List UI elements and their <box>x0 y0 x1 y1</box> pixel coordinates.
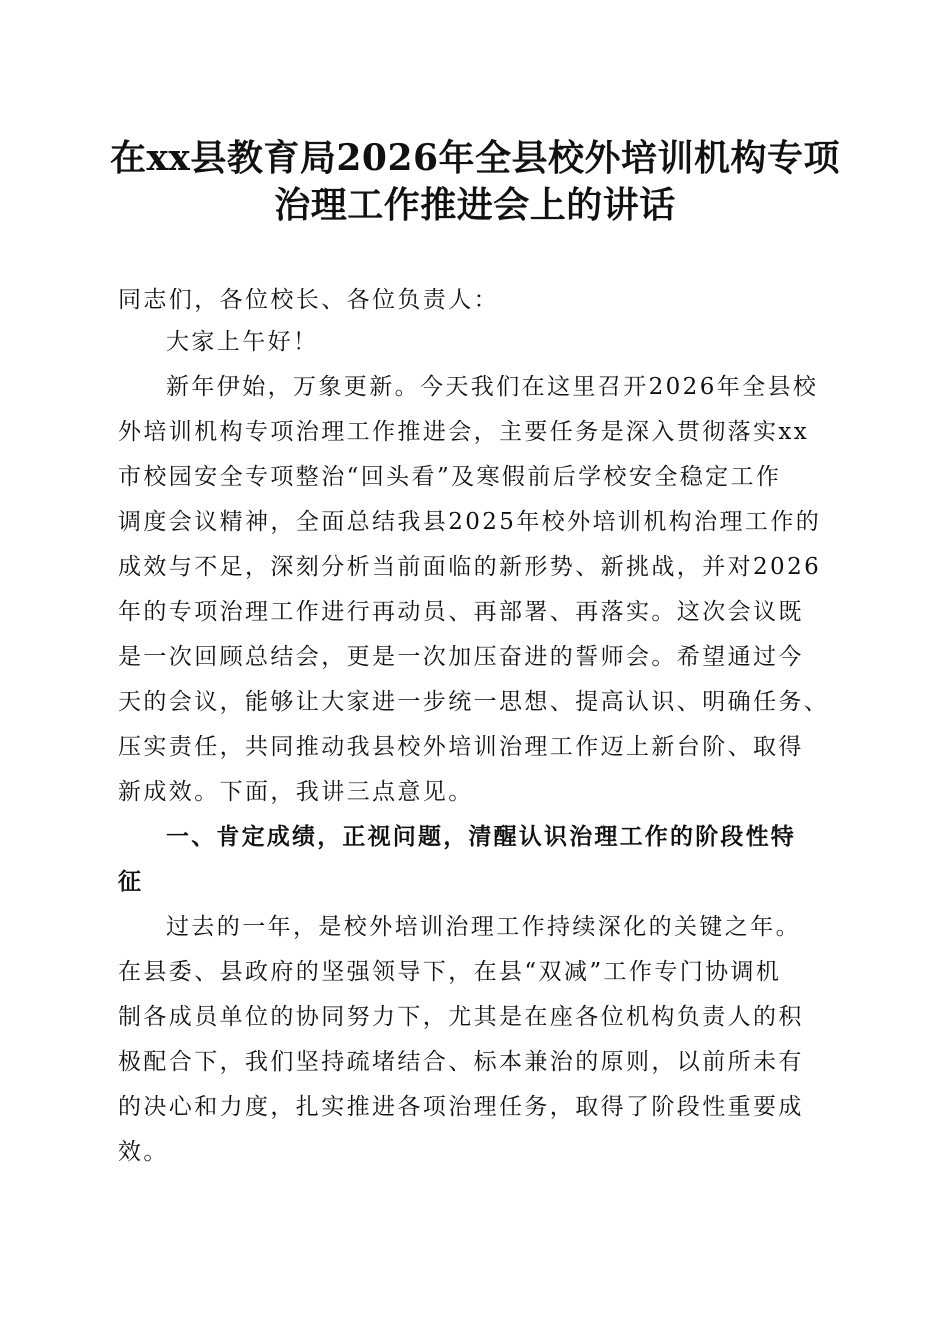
paragraph2-line-4: 极配合下，我们坚持疏堵结合、标本兼治的原则，以前所未有 <box>118 1049 804 1075</box>
paragraph1-line-8: 天的会议，能够让大家进一步统一思想、提高认识、明确任务、 <box>118 689 830 715</box>
document-title-line-1: 在xx县教育局2026年全县校外培训机构专项 <box>109 137 841 179</box>
paragraph1-line-3: 市校园安全专项整治“回头看”及寒假前后学校安全稳定工作 <box>118 464 782 490</box>
salutation: 同志们，各位校长、各位负责人： <box>118 287 499 313</box>
document-title-line-2: 治理工作推进会上的讲话 <box>274 184 676 226</box>
paragraph1-line-9: 压实责任，共同推动我县校外培训治理工作迈上新台阶、取得 <box>118 734 804 760</box>
paragraph1-line-1: 新年伊始，万象更新。今天我们在这里召开2026年全县校 <box>166 374 819 400</box>
paragraph1-line-7: 是一次回顾总结会，更是一次加压奋进的誓师会。希望通过今 <box>118 644 804 670</box>
paragraph2-line-1: 过去的一年，是校外培训治理工作持续深化的关键之年。 <box>166 914 801 940</box>
paragraph2-line-6: 效。 <box>118 1139 169 1165</box>
paragraph1-line-10: 新成效。下面，我讲三点意见。 <box>118 779 474 805</box>
paragraph1-line-6: 年的专项治理工作进行再动员、再部署、再落实。这次会议既 <box>118 599 804 625</box>
section-heading-1-line-2: 征 <box>118 869 144 895</box>
paragraph2-line-2: 在县委、县政府的坚强领导下，在县“双减”工作专门协调机 <box>118 959 782 985</box>
greeting: 大家上午好！ <box>166 329 319 355</box>
paragraph1-line-5: 成效与不足，深刻分析当前面临的新形势、新挑战，并对2026 <box>118 554 822 580</box>
paragraph1-line-2: 外培训机构专项治理工作推进会，主要任务是深入贯彻落实xx <box>118 419 810 445</box>
paragraph2-line-5: 的决心和力度，扎实推进各项治理任务，取得了阶段性重要成 <box>118 1094 804 1120</box>
paragraph1-line-4: 调度会议精神，全面总结我县2025年校外培训机构治理工作的 <box>118 509 822 535</box>
section-heading-1-line-1: 一、肯定成绩，正视问题，清醒认识治理工作的阶段性特 <box>166 824 796 850</box>
paragraph2-line-3: 制各成员单位的协同努力下，尤其是在座各位机构负责人的积 <box>118 1004 804 1030</box>
